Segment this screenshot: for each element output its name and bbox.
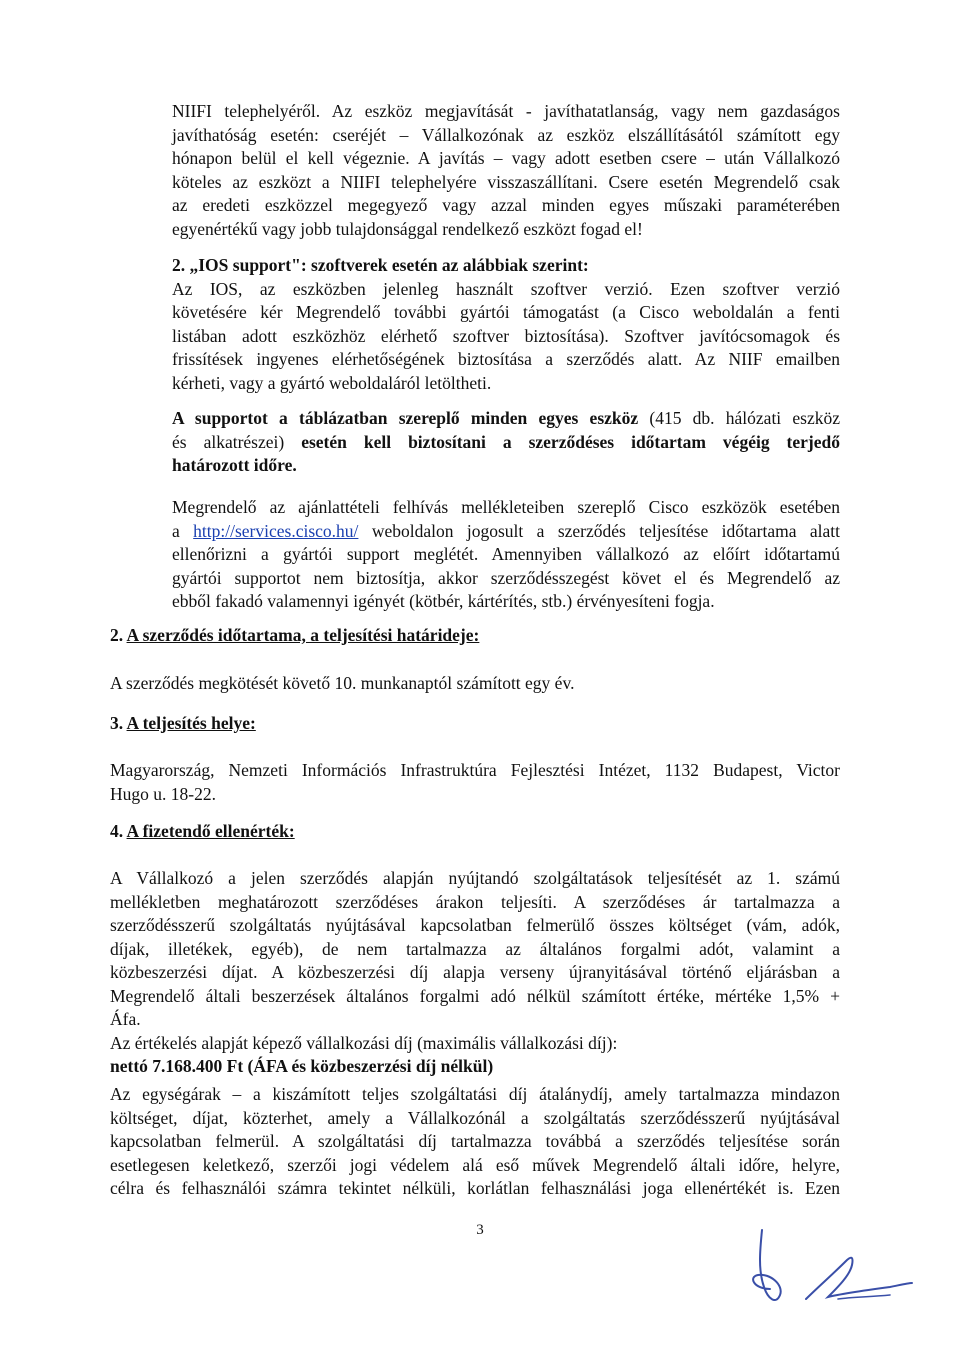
plain-text: (415 db. hálózati eszköz <box>638 408 841 428</box>
text-line <box>172 520 840 544</box>
section-number: 2. <box>110 625 127 645</box>
text-line: Megrendelő az ajánlattételi felhívás mellékleteiben szereplő Cisco eszközök esetében <box>172 497 840 517</box>
section-2-heading <box>110 624 840 648</box>
text-line: hónapon belül el kell végeznie. A javítás – vagy adott esetben csere – után Vállalkozó <box>172 148 840 168</box>
text-line <box>172 407 840 431</box>
text-line: az eredeti eszközzel megegyező vagy azzal minden egyes műszaki paraméterében <box>172 195 840 215</box>
text-line: szerződésszerű szolgáltatás nyújtásával kapcsolatban felmerülő összes költséget (vám, adók, <box>110 915 840 935</box>
text-line: ebből fakadó valamennyi igényét (kötbér, kártérítés, stb.) érvényesíteni fogja. <box>172 591 715 611</box>
section-2-text <box>110 672 840 696</box>
text-line: Megrendelő általi beszerzések általános forgalmi adó nélkül számított értéke, mértéke 1,5% + <box>110 985 840 1006</box>
section-title: A teljesítés helye: <box>126 713 256 733</box>
text-line: egyenértékű vagy jobb tulajdonsággal rendelkező eszközt fogad el! <box>172 218 643 239</box>
text-line: célra és felhasználói számra tekintet nélküli, korlátlan felhasználási joga ellenértékét is. Ezen <box>110 1178 840 1198</box>
plain-text: és alkatrészei) <box>172 431 302 452</box>
text-line: díjak, illetékek, egyéb), de nem tartalmazza az általános forgalmi adót, valamint a <box>110 938 840 959</box>
section-number: 4. <box>110 821 127 841</box>
paragraph-unit-prices <box>110 1083 840 1201</box>
text-line: közbeszerzési díjat. A közbeszerzési díj alapja verseny újranyitásával történő eljárásban a <box>110 962 840 982</box>
section-title: A fizetendő ellenérték: <box>126 821 295 841</box>
paragraph-support-requirement <box>172 407 840 478</box>
section-number: 3. <box>110 713 127 733</box>
text-line: A szerződés megkötését követő 10. munkanaptól számított egy év. <box>110 673 575 693</box>
text-line: esetlegesen keletkező, szerzői jogi védelem alá eső művek Megrendelő általi időre, helyre, <box>110 1154 840 1175</box>
text-line: ellenőrizni a gyártói support meglétét. Amennyiben vállalkozó az előírt időtartamú <box>172 544 840 564</box>
section-3-heading <box>110 712 840 736</box>
bold-text: A supportot a táblázatban szereplő minden egyes eszköz <box>172 408 639 428</box>
text-line: köteles az eszközt a NIIFI telephelyére visszaszállítani. Csere esetén Megrendelő csak <box>172 171 840 192</box>
text-line: mellékletben meghatározott szerződéses árakon teljesíti. A szerződéses ár tartalmazza a <box>110 891 840 912</box>
text-line: követésére kér Megrendelő további gyártói támogatást (a Cisco weboldalán a fenti <box>172 302 840 322</box>
section-4-heading <box>110 820 840 844</box>
section-heading <box>110 712 840 736</box>
section-4-text <box>110 867 840 1079</box>
text-line: Áfa. <box>110 1009 141 1029</box>
net-price: nettó 7.168.400 Ft (ÁFA és közbeszerzési díj nélkül) <box>110 1056 494 1076</box>
paragraph-repair <box>172 100 840 241</box>
text-line: frissítések ingyenes elérhetőségének biztosítása a szerződés alatt. Az NIIF emailben <box>172 349 840 369</box>
section-title: A szerződés időtartama, a teljesítési határideje: <box>126 625 480 645</box>
text-line: költséget, díjat, közterhet, amely a Vállalkozónál a szolgáltatás szerződésszerű nyújtásával <box>110 1107 840 1128</box>
paragraph-customer-check <box>172 496 840 614</box>
page-number: 3 <box>476 1222 484 1238</box>
section-heading <box>110 624 840 648</box>
ios-heading: 2. „IOS support": szoftverek esetén az alábbiak szerint: <box>172 255 589 275</box>
text-line: határozott időre. <box>172 455 297 475</box>
text-line: kapcsolatban felmerül. A szolgáltatási díj tartalmazza továbbá a szerződés teljesítése során <box>110 1131 840 1151</box>
section-3-text <box>110 759 840 806</box>
text-line: gyártói supportot nem biztosítja, akkor szerződésszegést követ el és Megrendelő az <box>172 567 840 588</box>
text-line: listában adott eszközhöz elérhető szoftver biztosítása). Szoftver javítócsomagok és <box>172 325 840 346</box>
handwritten-signature <box>740 1225 915 1320</box>
text-line: A Vállalkozó a jelen szerződés alapján nyújtandó szolgáltatások teljesítését az 1. számú <box>110 868 840 888</box>
text-line: javíthatóság esetén: cseréjét – Vállalkozónak az eszköz elszállításától számított egy <box>172 124 840 145</box>
text-line: Az egységárak – a kiszámított teljes szolgáltatási díj átalánydíj, amely tartalmazza mindazon <box>110 1084 840 1104</box>
section-heading <box>110 820 840 844</box>
section-ios-support <box>172 254 840 395</box>
plain-text: a <box>172 520 194 541</box>
text-line: NIIFI telephelyéről. Az eszköz megjavítását - javíthatatlanság, vagy nem gazdaságos <box>172 101 840 121</box>
text-line <box>172 431 840 455</box>
plain-text: weboldalon jogosult a szerződés teljesítése időtartama alatt <box>358 520 840 541</box>
bold-text: esetén kell biztosítani a szerződéses időtartam végéig terjedő <box>301 431 840 452</box>
text-line: Magyarország, Nemzeti Információs Infrastruktúra Fejlesztési Intézet, 1132 Budapest, Victor <box>110 760 840 780</box>
text-line: Az IOS, az eszközben jelenleg használt szoftver verzió. Ezen szoftver verzió <box>172 278 840 299</box>
text-line: kérheti, vagy a gyártó weboldaláról letöltheti. <box>172 372 492 393</box>
cisco-services-link[interactable]: http://services.cisco.hu/ <box>193 520 359 541</box>
text-line: Az értékelés alapját képező vállalkozási díj (maximális vállalkozási díj): <box>110 1032 618 1053</box>
text-line: Hugo u. 18-22. <box>110 783 216 804</box>
